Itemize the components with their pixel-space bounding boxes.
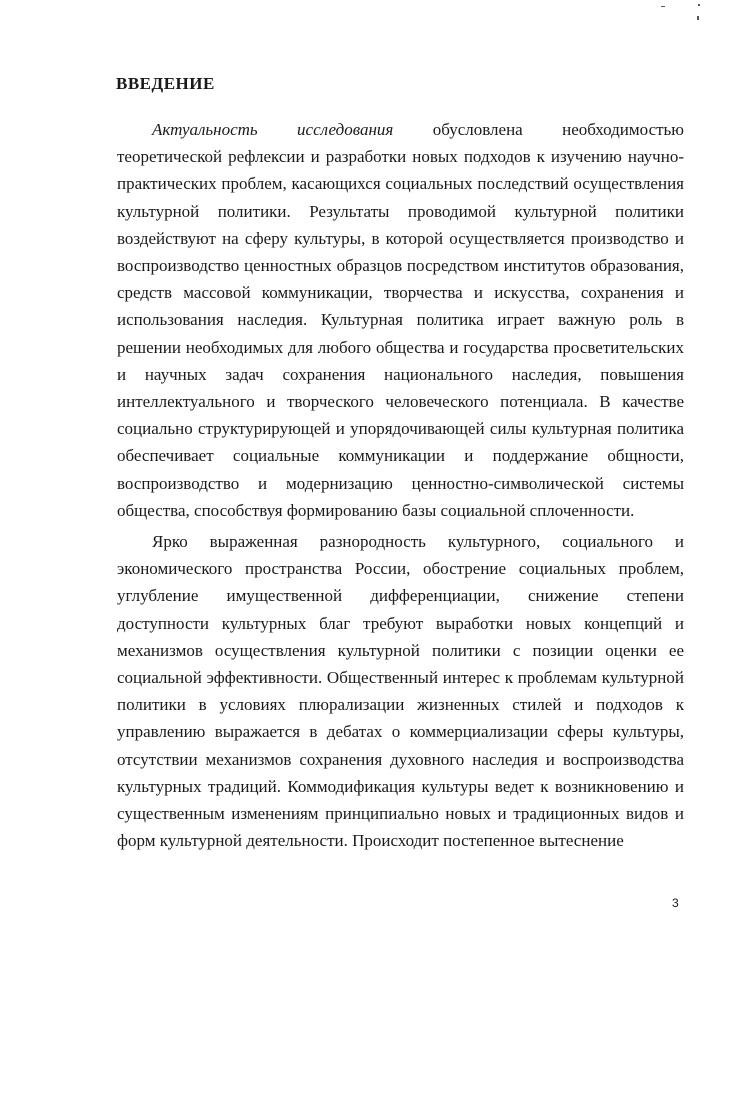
paragraph-heterogeneity: Ярко выраженная разнородность культурного, социального и экономического пространства России, обострение социальных проблем, углубление имущественной дифференциации, снижение степени доступности культурных благ требуют выработки новых концепций и механизмов осуществления культурной политики с позиции оценки ее социальной эффективности. Общественный интерес к проблемам культурной политики в условиях плюрализации жизненных стилей и подходов к управлению выражается в дебатах о коммерциализации сферы культуры, отсутствии механизмов сохранения духовного наследия и воспроизводства культурных традиций. Коммодификация культуры ведет к возникновению и существенным изменениям принципиально новых и традиционных видов и форм культурной деятельности. Происходит постепенное вытеснение <box>117 532 684 851</box>
paragraph-relevance <box>117 116 684 524</box>
relevance-lead-italic: Актуальность исследования <box>152 120 394 139</box>
page-number: 3 <box>672 896 679 910</box>
scan-artifact <box>697 16 699 20</box>
relevance-text: обусловлена необходимостью теоретической рефлексии и разработки новых подходов к изучению научно-практических проблем, касающихся социальных последствий осуществления культурной политики. Результаты проводимой культурной политики воздействуют на сферу культуры, в которой осуществляется производство и воспроизводство ценностных образцов посредством институтов образования, средств массовой коммуникации, творчества и искусства, сохранения и использования наследия. Культурная политика играет важную роль в решении необходимых для любого общества и государства просветительских и научных задач сохранения национального наследия, повышения интеллектуального и творческого человеческого потенциала. В качестве социально структурирующей и упорядочивающей силы культурная политика обеспечивает социальные коммуникации и поддержание общности, воспроизводство и модернизацию ценностно-символической системы общества, способствуя формированию базы социальной сплоченности. <box>117 120 684 520</box>
scan-artifact <box>698 4 700 6</box>
scan-artifact <box>661 6 665 7</box>
body-text <box>117 116 684 854</box>
section-heading: ВВЕДЕНИЕ <box>116 74 215 93</box>
